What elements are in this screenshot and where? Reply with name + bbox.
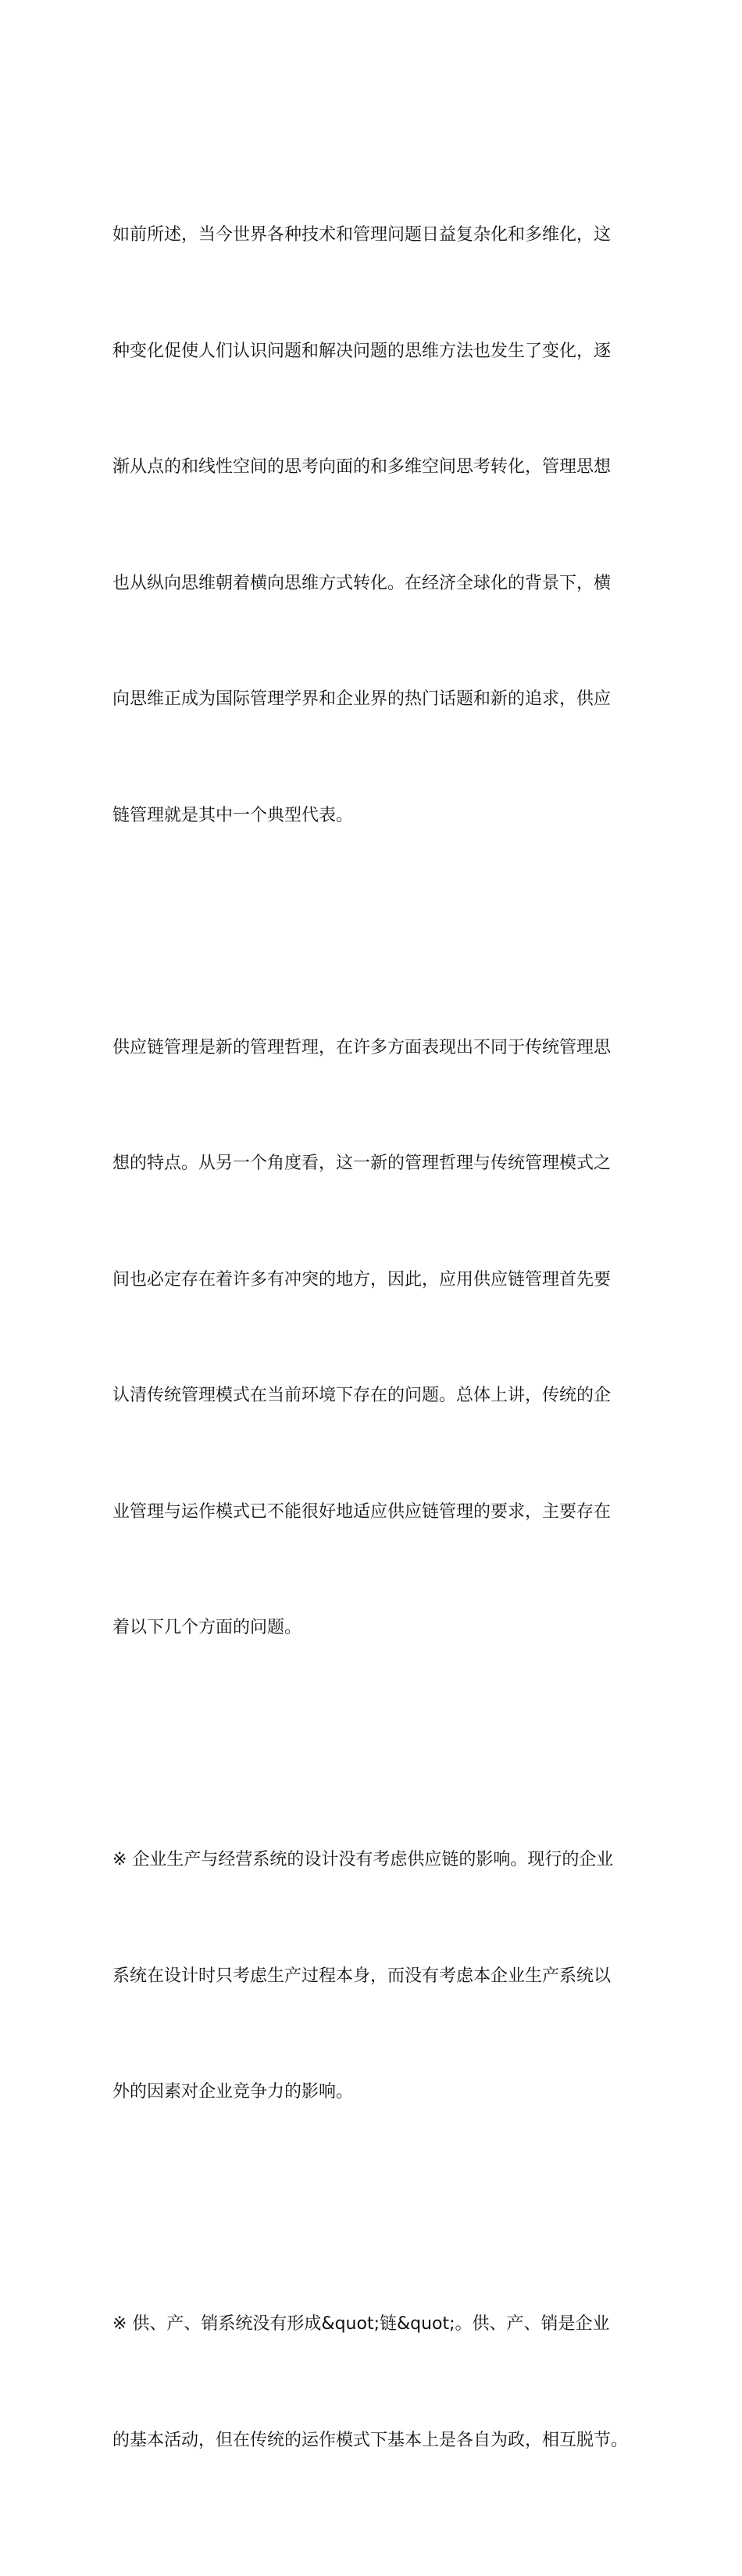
text-line: 也从纵向思维朝着横向思维方式转化。在经济全球化的背景下，横 xyxy=(112,573,612,593)
text-line: 外的因素对企业竞争力的影响。 xyxy=(112,2082,354,2102)
paragraph-bullet-chain xyxy=(112,2227,630,2537)
text-line: 想的特点。从另一个角度看，这一新的管理哲理与传统管理模式之 xyxy=(112,1154,612,1173)
text-line: 向思维正成为国际管理学界和企业界的热门话题和新的追求，供应 xyxy=(112,689,612,709)
text-line: 链管理就是其中一个典型代表。 xyxy=(112,805,354,825)
text-line: 的基本活动，但在传统的运作模式下基本上是各自为政，相互脱节。 xyxy=(112,2430,629,2450)
paragraph-problems xyxy=(112,951,630,1725)
text-line: ※ 企业生产与经营系统的设计没有考虑供应链的影响。现行的企业 xyxy=(112,1850,614,1869)
text-line: 业管理与运作模式已不能很好地适应供应链管理的要求，主要存在 xyxy=(112,1501,612,1522)
paragraph-intro xyxy=(112,138,630,912)
text-line: 着以下几个方面的问题。 xyxy=(112,1618,302,1637)
text-line: 如前所述，当今世界各种技术和管理问题日益复杂化和多维化，这 xyxy=(112,225,612,245)
text-line: 间也必定存在着许多有冲突的地方，因此，应用供应链管理首先要 xyxy=(112,1269,612,1290)
text-line: 系统在设计时只考虑生产过程本身，而没有考虑本企业生产系统以 xyxy=(112,1966,612,1986)
text-line: ※ 供、产、销系统没有形成&quot;链&quot;。供、产、销是企业 xyxy=(112,2314,610,2334)
text-line: 种变化促使人们认识问题和解决问题的思维方法也发生了变化，逐 xyxy=(112,341,612,361)
text-line: 供应链管理是新的管理哲理，在许多方面表现出不同于传统管理思 xyxy=(112,1037,612,1057)
text-line: 认清传统管理模式在当前环境下存在的问题。总体上讲，传统的企 xyxy=(112,1386,612,1405)
paragraph-bullet-design xyxy=(112,1763,630,2189)
text-line: 渐从点的和线性空间的思考向面的和多维空间思考转化，管理思想 xyxy=(112,457,612,477)
document-body xyxy=(112,138,630,2576)
